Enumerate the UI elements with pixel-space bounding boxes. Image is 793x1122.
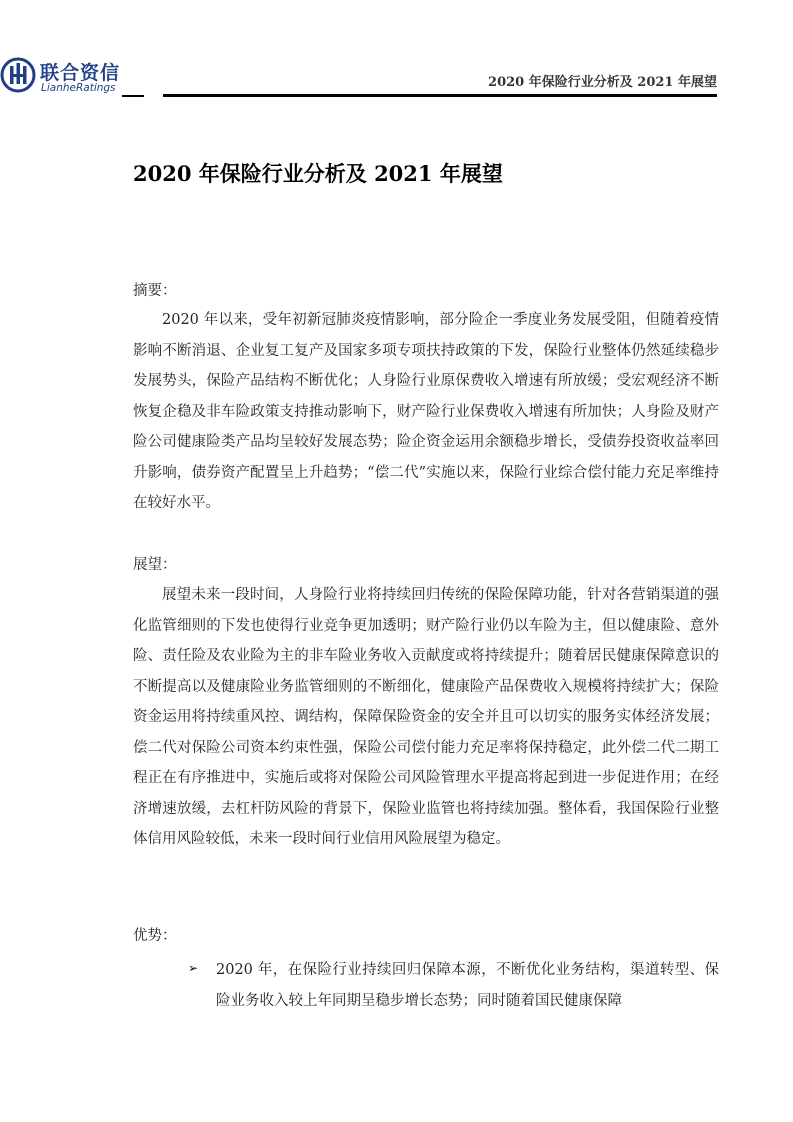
strength-item-text: 2020 年，在保险行业持续回归保障本源，不断优化业务结构，渠道转型、保险业务收入较上年同期呈稳步增长态势；同时随着国民健康保障 xyxy=(216,962,719,1009)
logo-chinese-name: 联合资信 xyxy=(40,62,121,84)
header-rule-left xyxy=(122,95,144,97)
document-title: 2020 年保险行业分析及 2021 年展望 xyxy=(133,161,503,186)
strengths-label: 优势： xyxy=(133,928,177,944)
lianhe-ratings-logo xyxy=(0,57,150,97)
outlook-paragraph: 展望未来一段时间，人身险行业将持续回归传统的保险保障功能，针对各营销渠道的强化监管细则的下发也使得行业竞争更加透明；财产险行业仍以车险为主，但以健康险、意外险、责任险及农业险为主的非车险业务收入贡献度或将持续提升；随着居民健康保障意识的不断提高以及健康险业务监管细则的不断细化，健康险产品保费收入规模将持续扩大；保险资金运用将持续重风控、调结构，保障保险资金的安全并且可以切实的服务实体经济发展；偿二代对保险公司资本约束性强，保险公司偿付能力充足率将保持稳定，此外偿二代二期工程正在有序推进中，实施后或将对保险公司风险管理水平提高将起到进一步促进作用；在经济增速放缓，去杠杆防风险的背景下，保险业监管也将持续加强。整体看，我国保险行业整体信用风险较低，未来一段时间行业信用风险展望为稳定。 xyxy=(133,587,719,847)
arrow-bullet-icon: ➢ xyxy=(188,961,199,975)
header-rule xyxy=(163,94,717,97)
logo-english-name: LianheRatings xyxy=(41,82,116,94)
abstract-paragraph: 2020 年以来，受年初新冠肺炎疫情影响，部分险企一季度业务发展受阻，但随着疫情影响不断消退、企业复工复产及国家多项专项扶持政策的下发，保险行业整体仍然延续稳步发展势头，保险产品结构不断优化；人身险行业原保费收入增速有所放缓；受宏观经济不断恢复企稳及非车险政策支持推动影响下，财产险行业保费收入增速有所加快；人身险及财产险公司健康险类产品均呈较好发展态势；险企资金运用余额稳步增长，受债券投资收益率回升影响，债券资产配置呈上升趋势；“偿二代”实施以来，保险行业综合偿付能力充足率维持在较好水平。 xyxy=(133,312,719,511)
abstract-label: 摘要： xyxy=(133,283,177,299)
lianhe-logo-mark-icon xyxy=(0,57,36,93)
outlook-label: 展望： xyxy=(133,557,177,573)
running-header-title: 2020 年保险行业分析及 2021 年展望 xyxy=(488,75,717,90)
